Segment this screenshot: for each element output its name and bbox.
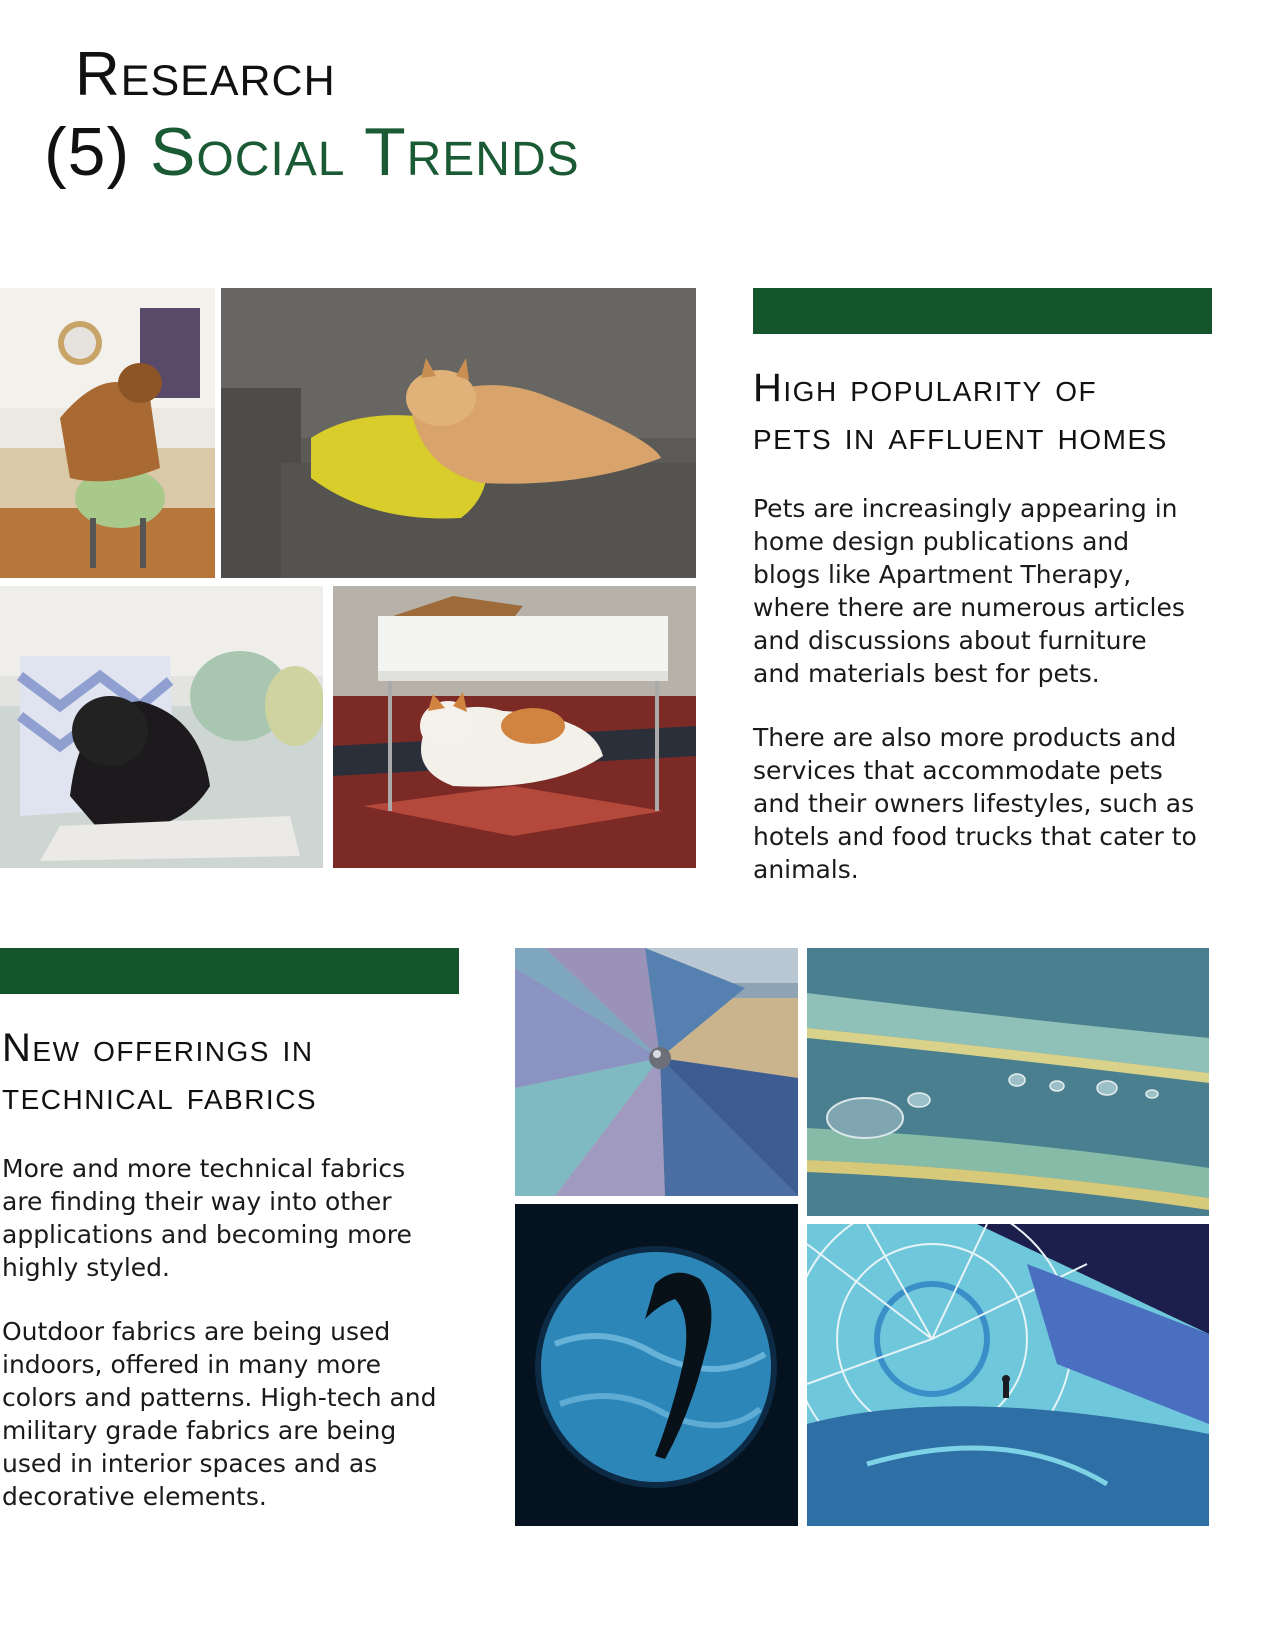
photo-dog-on-chair [0, 288, 215, 578]
accent-bar-fabrics [0, 948, 459, 994]
page-title-research: Research [75, 40, 336, 109]
heading-fabrics-line2: technical fabrics [2, 1074, 318, 1118]
heading-fabrics [2, 1024, 482, 1120]
fabrics-paragraph-2: Outdoor fabrics are being used indoors, offered in many more colors and patterns. High-tech and military grade fabrics are being used in interior spaces and as decorative elements. [2, 1317, 437, 1511]
fabrics-paragraph-1: More and more technical fabrics are finding their way into other applications and becoming more highly styled. [2, 1154, 412, 1282]
heading-pets-line1: High popularity of [753, 366, 1098, 410]
heading-fabrics-line1: New offerings in [2, 1026, 314, 1070]
heading-pets [753, 364, 1223, 460]
section-fabrics [2, 1024, 482, 1513]
photo-underwater-porthole [515, 1204, 798, 1526]
section-pets [753, 364, 1223, 886]
pets-paragraph-1: Pets are increasingly appearing in home design publications and blogs like Apartment Therapy, where there are numerous articles and discussions about furniture and materials best for pets. [753, 494, 1185, 688]
photo-cat-on-sofa [221, 288, 696, 578]
photo-hot-air-balloon-interior [807, 1224, 1209, 1526]
pets-paragraph-2: There are also more products and services that accommodate pets and their owners lifestyles, such as hotels and food trucks that cater to animals. [753, 723, 1197, 884]
accent-bar-pets [753, 288, 1212, 334]
section-topic: Social Trends [150, 114, 580, 190]
photo-cat-under-table [333, 586, 696, 868]
photo-beach-umbrella [515, 948, 798, 1196]
heading-pets-line2: pets in affluent homes [753, 414, 1168, 458]
page-subtitle [44, 112, 580, 192]
section-number: (5) [44, 114, 131, 190]
photo-dog-on-couch [0, 586, 323, 868]
photo-water-droplets-fabric [807, 948, 1209, 1216]
